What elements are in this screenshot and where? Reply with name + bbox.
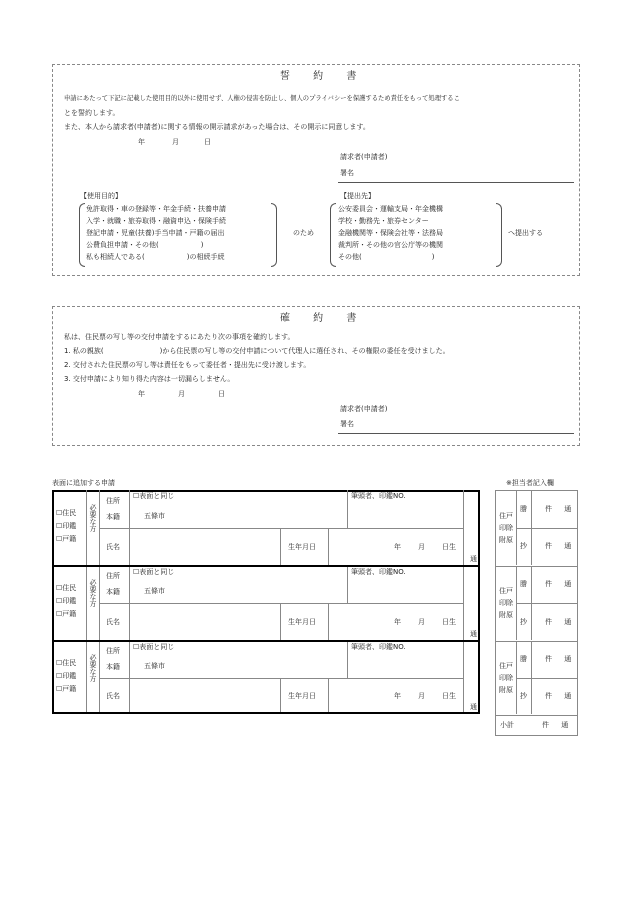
name-label: 氏名 [106,692,120,700]
oath-date-day: 日 [204,138,211,146]
destination-item[interactable]: 裁判所・その他の官公庁等の機関 [338,241,443,249]
staff-full-copy-unit: 件 通 [545,655,572,663]
staff-extract-unit: 件 通 [545,618,572,626]
dob-year: 年 [394,543,401,551]
oath-signature-label: 署名 [340,169,354,177]
purpose-item[interactable]: 公費負担申請・その他( ) [86,241,204,249]
dob-year: 年 [394,618,401,626]
pledge-item: 1. 私の親族( )から住民票の写し等の交付申請について代理人に選任され、その権限の委任を受けました。 [64,347,450,355]
submit-to-text: へ提出する [508,229,543,237]
staff-full-copy-label: 謄 [520,505,527,513]
staff-full-copy-label: 謄 [520,580,527,588]
address-label: 住所 [106,572,120,580]
check-seal[interactable]: ☐ 印鑑 [56,523,76,530]
dob-day: 日生 [442,692,456,700]
dob-day: 日生 [442,543,456,551]
staff-group [495,642,578,714]
oath-title: 誓 約 書 [280,71,367,82]
check-resident[interactable]: ☐ 住民 [56,510,76,517]
dob-month: 月 [418,692,425,700]
head-of-family-label: 筆頭者、印鑑NO. [351,568,406,576]
needed-person-label: 必要な方 [89,504,97,532]
staff-extract-unit: 件 通 [545,542,572,550]
staff-heading: ※担当者記入欄 [506,479,554,487]
needed-person-label: 必要な方 [89,579,97,607]
domicile-label: 本籍 [106,513,120,521]
staff-extract-unit: 件 通 [545,692,572,700]
check-family-register[interactable]: ☐ 戸籍 [56,611,76,618]
destination-bracket-right [496,203,502,267]
staff-kind-label: 住戸印除附原 [499,512,513,544]
staff-full-copy-unit: 件 通 [545,580,572,588]
staff-group [495,490,578,565]
same-as-front-checkbox[interactable]: ☐ 表面と同じ [133,644,174,651]
check-resident[interactable]: ☐ 住民 [56,585,76,592]
oath-date-year: 年 [138,138,145,146]
head-of-family-label: 筆頭者、印鑑NO. [351,643,406,651]
check-family-register[interactable]: ☐ 戸籍 [56,686,76,693]
pledge-date-month: 月 [178,390,185,398]
staff-kind-label: 住戸印除附原 [499,587,513,619]
purpose-item[interactable]: 登記申請・児童(扶養)手当申請・戸籍の届出 [86,229,225,237]
staff-extract-label: 抄 [520,542,527,550]
application-block [52,642,480,714]
dob-month: 月 [418,543,425,551]
check-seal[interactable]: ☐ 印鑑 [56,598,76,605]
destination-item[interactable]: 学校・勤務先・旅券センター [338,217,429,225]
staff-extract-label: 抄 [520,618,527,626]
name-label: 氏名 [106,543,120,551]
same-as-front-checkbox[interactable]: ☐ 表面と同じ [133,493,174,500]
name-label: 氏名 [106,618,120,626]
purpose-item[interactable]: 免許取得・車の登録等・年金手続・扶養申請 [86,205,226,213]
oath-text-3: また、本人から請求者(申請者)に関する情報の開示請求があった場合は、その開示に同意します。 [64,123,370,131]
purpose-title: 【使用目的】 [80,192,122,200]
application-block [52,567,480,640]
pledge-signature-line[interactable] [338,433,574,434]
purpose-bracket-right [271,203,277,267]
check-family-register[interactable]: ☐ 戸籍 [56,536,76,543]
staff-group [495,567,578,640]
dob-label: 生年月日 [288,692,316,700]
pledge-signature-label: 署名 [340,420,354,428]
staff-full-copy-label: 謄 [520,655,527,663]
pledge-title: 確 約 書 [280,313,367,324]
check-resident[interactable]: ☐ 住民 [56,660,76,667]
city-name: 五條市 [144,587,165,595]
address-label: 住所 [106,647,120,655]
pledge-item: 3. 交付申請により知り得た内容は一切漏らしません。 [64,375,235,383]
needed-person-label: 必要な方 [89,654,97,682]
application-block [52,490,480,565]
pledge-date-year: 年 [138,390,145,398]
dob-year: 年 [394,692,401,700]
copies-unit: 通 [470,703,477,711]
head-of-family-label: 筆頭者、印鑑NO. [351,492,406,500]
dob-label: 生年月日 [288,618,316,626]
applications-heading: 表面に追加する申請 [52,479,115,487]
dob-month: 月 [418,618,425,626]
purpose-item[interactable]: 私も相続人である( )の相続手続 [86,253,225,261]
destination-bracket-left [330,203,336,267]
check-seal[interactable]: ☐ 印鑑 [56,673,76,680]
destination-item[interactable]: 公安委員会・運輸支局・年金機構 [338,205,443,213]
pledge-date-day: 日 [218,390,225,398]
oath-date-month: 月 [172,138,179,146]
oath-claimant-label: 請求者(申請者) [340,153,388,161]
pledge-claimant-label: 請求者(申請者) [340,405,388,413]
staff-extract-label: 抄 [520,692,527,700]
address-label: 住所 [106,497,120,505]
oath-signature-line[interactable] [338,182,574,183]
destination-item[interactable]: 金融機関等・保険会社等・法務局 [338,229,443,237]
destination-item[interactable]: その他( ) [338,253,435,261]
domicile-label: 本籍 [106,588,120,596]
pledge-intro: 私は、住民票の写し等の交付申請をするにあたり次の事項を確約します。 [64,333,295,341]
dob-label: 生年月日 [288,543,316,551]
destination-title: 【提出先】 [340,192,375,200]
oath-text-2: とを誓約します。 [64,109,120,117]
purpose-item[interactable]: 入学・就職・旅券取得・融資申込・保険手続 [86,217,226,225]
purpose-bracket-left [79,203,85,267]
copies-unit: 通 [470,555,477,563]
same-as-front-checkbox[interactable]: ☐ 表面と同じ [133,569,174,576]
city-name: 五條市 [144,512,165,520]
staff-kind-label: 住戸印除附原 [499,662,513,694]
staff-subtotal-label: 小計 [500,721,514,729]
staff-full-copy-unit: 件 通 [545,505,572,513]
domicile-label: 本籍 [106,663,120,671]
city-name: 五條市 [144,662,165,670]
oath-text-1: 申請にあたって下記に記載した使用目的以外に使用せず、人権の侵害を防止し、個人のプライバシーを保護するため責任をもって処理するこ [64,95,460,102]
dob-day: 日生 [442,618,456,626]
staff-subtotal-unit: 件 通 [542,721,569,729]
copies-unit: 通 [470,630,477,638]
pledge-item: 2. 交付された住民票の写し等は責任をもって委任者・提出先に受け渡します。 [64,361,311,369]
for-the-purpose-text: のため [293,229,314,237]
